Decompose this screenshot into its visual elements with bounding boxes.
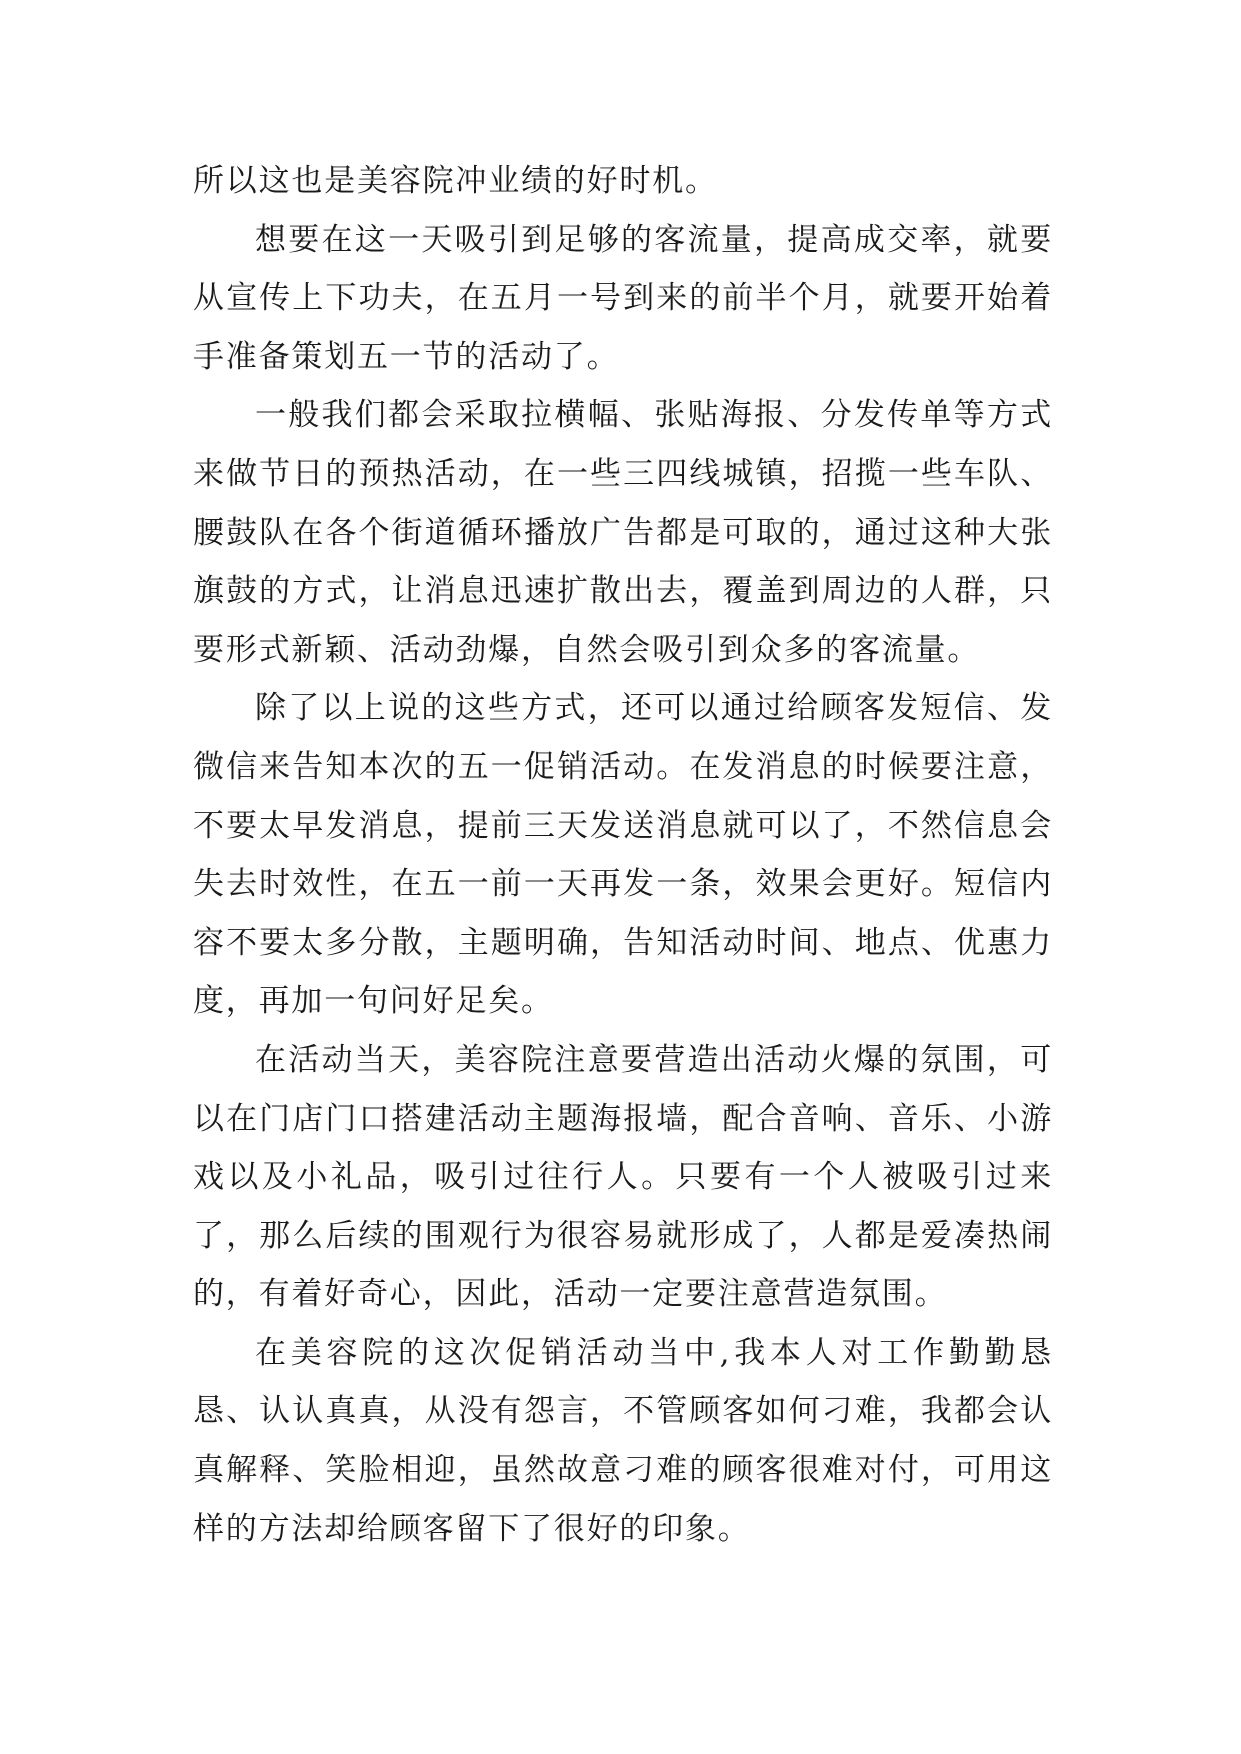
paragraph-4: 除了以上说的这些方式，还可以通过给顾客发短信、发微信来告知本次的五一促销活动。在发消息的时候要注意，不要太早发消息，提前三天发送消息就可以了，不然信息会失去时效性，在五一前一天再发一条，效果会更好。短信内容不要太多分散，主题明确，告知活动时间、地点、优惠力度，再加一句问好足矣。 [193,690,1053,1020]
paragraph-3: 一般我们都会采取拉横幅、张贴海报、分发传单等方式来做节日的预热活动，在一些三四线城镇，招揽一些车队、腰鼓队在各个街道循环播放广告都是可取的，通过这种大张旗鼓的方式，让消息迅速扩散出去，覆盖到周边的人群，只要形式新颖、活动劲爆，自然会吸引到众多的客流量。 [193,397,1053,668]
paragraph-1: 所以这也是美容院冲业绩的好时机。 [193,163,718,199]
paragraph-2: 想要在这一天吸引到足够的客流量，提高成交率，就要从宣传上下功夫，在五月一号到来的前半个月，就要开始着手准备策划五一节的活动了。 [193,221,1053,375]
paragraph-6: 在美容院的这次促销活动当中,我本人对工作勤勤恳恳、认认真真，从没有怨言，不管顾客如何刁难，我都会认真解释、笑脸相迎，虽然故意刁难的顾客很难对付，可用这样的方法却给顾客留下了很好的印象。 [193,1334,1053,1547]
paragraph-5: 在活动当天，美容院注意要营造出活动火爆的氛围，可以在门店门口搭建活动主题海报墙，配合音响、音乐、小游戏以及小礼品，吸引过往行人。只要有一个人被吸引过来了，那么后续的围观行为很容易就形成了，人都是爱凑热闹的，有着好奇心，因此，活动一定要注意营造氛围。 [193,1041,1053,1313]
document-body [193,152,1053,1558]
